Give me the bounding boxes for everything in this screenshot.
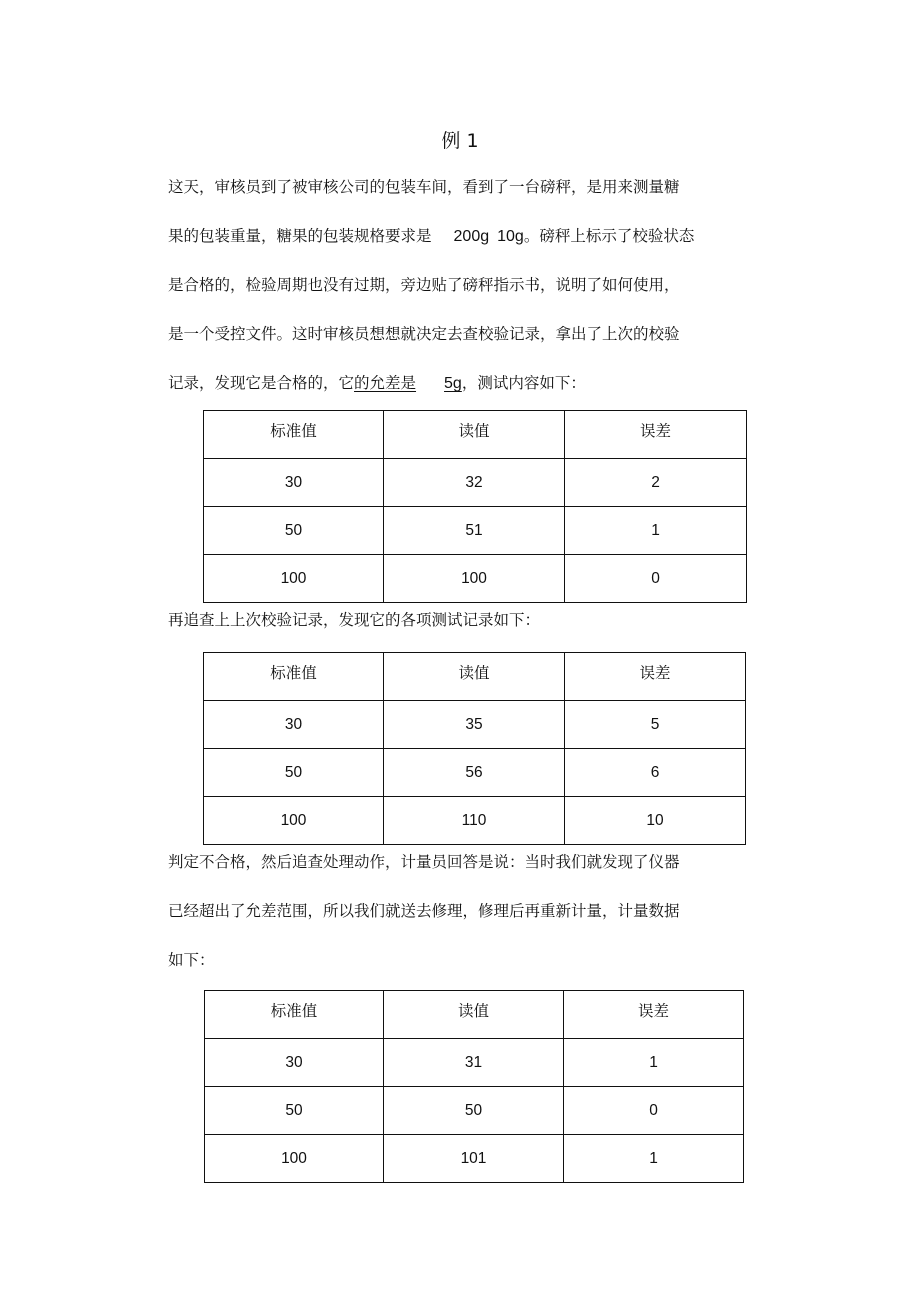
paragraph-3-line-1: 判定不合格，然后追查处理动作，计量员回答是说：当时我们就发现了仪器 <box>168 853 680 871</box>
cell-reading: 32 <box>384 459 565 507</box>
cell-reading: 35 <box>384 701 565 749</box>
paragraph-2-line-1: 再追查上上次校验记录，发现它的各项测试记录如下： <box>168 611 541 629</box>
cell-standard-value: 30 <box>204 701 384 749</box>
paragraph-3-line-3: 如下： <box>168 951 215 969</box>
paragraph-1-line-5 <box>168 359 768 408</box>
table-row <box>204 507 747 555</box>
table-row <box>205 1135 744 1183</box>
cell-standard-value: 50 <box>204 749 384 797</box>
cell-error: 1 <box>564 1135 744 1183</box>
test-content-text: ，测试内容如下： <box>461 374 586 392</box>
calibration-table-after-repair <box>204 990 744 1183</box>
package-spec-text: 果的包装重量，糖果的包装规格要求是 <box>168 227 432 245</box>
paragraph-1 <box>168 163 768 408</box>
cell-standard-value: 100 <box>204 555 384 603</box>
calibration-status-text: 。磅秤上标示了校验状态 <box>523 227 695 245</box>
cell-error: 2 <box>565 459 747 507</box>
header-reading: 读值 <box>384 411 565 459</box>
header-error: 误差 <box>565 653 746 701</box>
calibration-table-previous <box>203 652 746 845</box>
header-standard-value: 标准值 <box>204 653 384 701</box>
cell-error: 5 <box>565 701 746 749</box>
table-row <box>204 459 747 507</box>
table-row <box>204 701 746 749</box>
paragraph-3-line-2: 已经超出了允差范围，所以我们就送去修理，修理后再重新计量，计量数据 <box>168 902 680 920</box>
cell-standard-value: 30 <box>204 459 384 507</box>
cell-standard-value: 100 <box>204 797 384 845</box>
tolerance-value: 5g <box>444 375 462 392</box>
header-standard-value: 标准值 <box>204 411 384 459</box>
cell-reading: 100 <box>384 555 565 603</box>
cell-reading: 56 <box>384 749 565 797</box>
paragraph-1-line-1: 这天，审核员到了被审核公司的包装车间，看到了一台磅秤，是用来测量糖 <box>168 178 680 196</box>
cell-standard-value: 50 <box>205 1087 384 1135</box>
paragraph-1-line-2 <box>168 212 768 261</box>
cell-error: 0 <box>565 555 747 603</box>
cell-reading: 101 <box>384 1135 564 1183</box>
paragraph-3 <box>168 838 768 985</box>
cell-standard-value: 30 <box>205 1039 384 1087</box>
cell-reading: 51 <box>384 507 565 555</box>
spec-weight-value: 200g <box>453 228 490 245</box>
paragraph-1-line-3: 是合格的，检验周期也没有过期，旁边贴了磅秤指示书，说明了如何使用， <box>168 276 680 294</box>
header-error: 误差 <box>564 991 744 1039</box>
cell-error: 6 <box>565 749 746 797</box>
table-row <box>204 749 746 797</box>
table-row <box>205 1039 744 1087</box>
paragraph-1-line-4: 是一个受控文件。这时审核员想想就决定去查校验记录，拿出了上次的校验 <box>168 325 680 343</box>
table-header-row <box>204 411 747 459</box>
page-title: 例 1 <box>441 130 479 152</box>
cell-reading: 50 <box>384 1087 564 1135</box>
table-row <box>205 1087 744 1135</box>
cell-reading: 31 <box>384 1039 564 1087</box>
header-reading: 读值 <box>384 653 565 701</box>
tolerance-label: 的允差是 5g <box>354 374 462 392</box>
header-standard-value: 标准值 <box>205 991 384 1039</box>
cell-error: 1 <box>564 1039 744 1087</box>
paragraph-2 <box>168 596 768 645</box>
header-reading: 读值 <box>384 991 564 1039</box>
cell-error: 10 <box>565 797 746 845</box>
cell-standard-value: 100 <box>205 1135 384 1183</box>
calibration-table-last <box>203 410 747 603</box>
cell-standard-value: 50 <box>204 507 384 555</box>
spec-tolerance-value: 10g <box>497 228 524 245</box>
cell-error: 1 <box>565 507 747 555</box>
table-header-row <box>205 991 744 1039</box>
header-error: 误差 <box>565 411 747 459</box>
record-result-text: 记录，发现它是合格的，它 <box>168 374 355 392</box>
cell-reading: 110 <box>384 797 565 845</box>
cell-error: 0 <box>564 1087 744 1135</box>
table-header-row <box>204 653 746 701</box>
